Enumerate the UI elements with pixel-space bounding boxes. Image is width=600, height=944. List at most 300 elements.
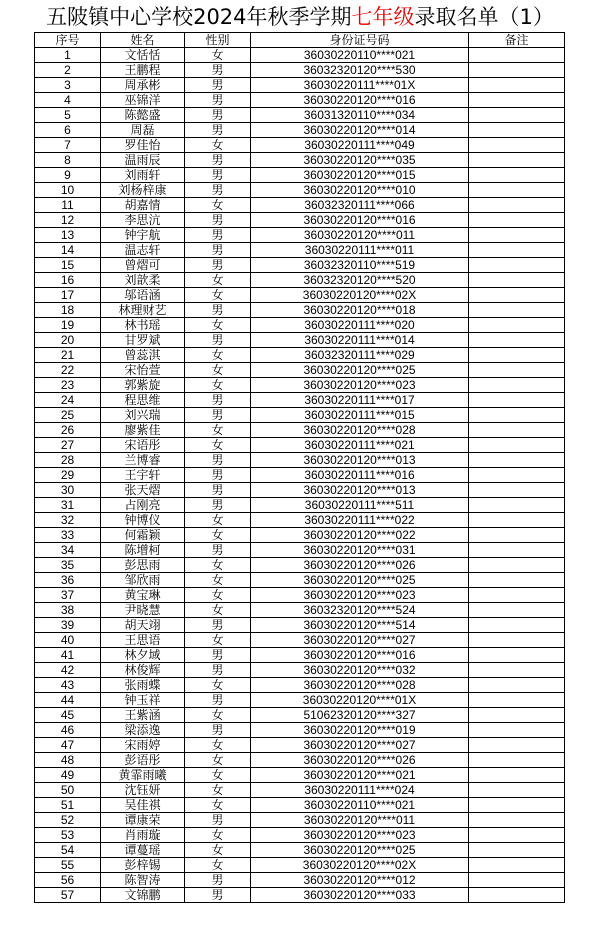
title-prefix: 五陂镇中心学校2024年秋季学期	[46, 5, 352, 29]
cell-gender: 女	[185, 528, 251, 543]
cell-note	[469, 63, 565, 78]
cell-id-number: 36030220111****020	[251, 318, 469, 333]
table-row	[35, 438, 565, 453]
cell-note	[469, 318, 565, 333]
cell-id-number: 36030220120****025	[251, 843, 469, 858]
cell-id-number: 36030220111****011	[251, 243, 469, 258]
cell-seq: 23	[35, 378, 101, 393]
cell-name: 程思维	[101, 393, 185, 408]
cell-gender: 男	[185, 258, 251, 273]
header-gender: 性别	[185, 33, 251, 48]
cell-name: 陈智涛	[101, 873, 185, 888]
cell-note	[469, 543, 565, 558]
cell-name: 谭康荣	[101, 813, 185, 828]
cell-name: 陈增柯	[101, 543, 185, 558]
cell-name: 宋怡萱	[101, 363, 185, 378]
table-row	[35, 513, 565, 528]
cell-note	[469, 453, 565, 468]
cell-id-number: 36030220120****014	[251, 123, 469, 138]
cell-seq: 26	[35, 423, 101, 438]
cell-seq: 20	[35, 333, 101, 348]
cell-note	[469, 78, 565, 93]
cell-seq: 3	[35, 78, 101, 93]
cell-id-number: 36030220111****021	[251, 438, 469, 453]
cell-name: 刘杨梓康	[101, 183, 185, 198]
cell-note	[469, 768, 565, 783]
cell-name: 何霜颖	[101, 528, 185, 543]
cell-gender: 女	[185, 438, 251, 453]
cell-seq: 17	[35, 288, 101, 303]
cell-gender: 女	[185, 363, 251, 378]
cell-note	[469, 93, 565, 108]
cell-seq: 56	[35, 873, 101, 888]
cell-seq: 44	[35, 693, 101, 708]
cell-note	[469, 198, 565, 213]
table-row	[35, 633, 565, 648]
table-row	[35, 678, 565, 693]
cell-id-number: 36032320110****519	[251, 258, 469, 273]
cell-seq: 55	[35, 858, 101, 873]
cell-name: 王思语	[101, 633, 185, 648]
table-row	[35, 228, 565, 243]
cell-id-number: 36030220111****014	[251, 333, 469, 348]
table-row	[35, 873, 565, 888]
cell-name: 陈懿盛	[101, 108, 185, 123]
cell-name: 钟玉祥	[101, 693, 185, 708]
cell-note	[469, 273, 565, 288]
cell-id-number: 36030220120****026	[251, 558, 469, 573]
cell-id-number: 36030220120****026	[251, 753, 469, 768]
cell-gender: 男	[185, 243, 251, 258]
cell-note	[469, 498, 565, 513]
table-body	[35, 48, 565, 903]
cell-name: 温雨辰	[101, 153, 185, 168]
cell-seq: 38	[35, 603, 101, 618]
cell-gender: 女	[185, 513, 251, 528]
cell-seq: 42	[35, 663, 101, 678]
cell-gender: 女	[185, 708, 251, 723]
cell-note	[469, 633, 565, 648]
cell-note	[469, 48, 565, 63]
cell-gender: 女	[185, 798, 251, 813]
cell-gender: 男	[185, 183, 251, 198]
cell-id-number: 36030220120****028	[251, 678, 469, 693]
cell-note	[469, 348, 565, 363]
table-row	[35, 63, 565, 78]
title-grade-highlight: 七年级	[351, 5, 415, 29]
cell-id-number: 36030220120****023	[251, 828, 469, 843]
cell-gender: 女	[185, 198, 251, 213]
cell-note	[469, 828, 565, 843]
cell-name: 彭梓锡	[101, 858, 185, 873]
table-row	[35, 303, 565, 318]
table-row	[35, 498, 565, 513]
cell-seq: 16	[35, 273, 101, 288]
table-row	[35, 453, 565, 468]
cell-gender: 男	[185, 63, 251, 78]
cell-id-number: 36032320111****029	[251, 348, 469, 363]
cell-name: 罗佳怡	[101, 138, 185, 153]
cell-seq: 40	[35, 633, 101, 648]
table-row	[35, 348, 565, 363]
cell-name: 温志轩	[101, 243, 185, 258]
table-row	[35, 543, 565, 558]
cell-gender: 男	[185, 123, 251, 138]
cell-id-number: 36030220120****012	[251, 873, 469, 888]
cell-id-number: 36030220120****013	[251, 453, 469, 468]
cell-id-number: 36030220120****015	[251, 168, 469, 183]
cell-id-number: 36030220120****514	[251, 618, 469, 633]
cell-name: 李思沆	[101, 213, 185, 228]
table-row	[35, 708, 565, 723]
cell-id-number: 36030220120****027	[251, 738, 469, 753]
cell-name: 林理财艺	[101, 303, 185, 318]
cell-note	[469, 603, 565, 618]
cell-gender: 女	[185, 768, 251, 783]
cell-gender: 女	[185, 843, 251, 858]
cell-name: 黄宝琳	[101, 588, 185, 603]
cell-id-number: 36030220111****01X	[251, 78, 469, 93]
cell-name: 曾熠可	[101, 258, 185, 273]
cell-gender: 女	[185, 828, 251, 843]
cell-seq: 52	[35, 813, 101, 828]
table-row	[35, 78, 565, 93]
cell-note	[469, 708, 565, 723]
cell-seq: 47	[35, 738, 101, 753]
cell-note	[469, 393, 565, 408]
cell-gender: 男	[185, 303, 251, 318]
table-row	[35, 528, 565, 543]
cell-gender: 女	[185, 558, 251, 573]
cell-seq: 5	[35, 108, 101, 123]
table-row	[35, 333, 565, 348]
cell-note	[469, 258, 565, 273]
table-row	[35, 738, 565, 753]
cell-gender: 女	[185, 783, 251, 798]
header-note: 备注	[469, 33, 565, 48]
cell-seq: 6	[35, 123, 101, 138]
table-row	[35, 723, 565, 738]
cell-name: 钟宇航	[101, 228, 185, 243]
table-row	[35, 483, 565, 498]
cell-id-number: 36030220120****025	[251, 573, 469, 588]
cell-seq: 31	[35, 498, 101, 513]
cell-seq: 28	[35, 453, 101, 468]
table-row	[35, 213, 565, 228]
cell-seq: 12	[35, 213, 101, 228]
table-header-row	[35, 33, 565, 48]
table-row	[35, 618, 565, 633]
cell-gender: 男	[185, 483, 251, 498]
cell-name: 邬语涵	[101, 288, 185, 303]
cell-name: 刘歆柔	[101, 273, 185, 288]
cell-note	[469, 528, 565, 543]
cell-seq: 41	[35, 648, 101, 663]
table-row	[35, 693, 565, 708]
table-row	[35, 93, 565, 108]
cell-id-number: 36030220111****022	[251, 513, 469, 528]
table-row	[35, 318, 565, 333]
table-row	[35, 768, 565, 783]
cell-note	[469, 363, 565, 378]
cell-note	[469, 378, 565, 393]
cell-gender: 女	[185, 348, 251, 363]
cell-gender: 女	[185, 138, 251, 153]
cell-note	[469, 843, 565, 858]
cell-gender: 女	[185, 423, 251, 438]
cell-name: 彭语彤	[101, 753, 185, 768]
cell-note	[469, 873, 565, 888]
cell-note	[469, 243, 565, 258]
cell-gender: 女	[185, 753, 251, 768]
cell-note	[469, 408, 565, 423]
cell-gender: 男	[185, 213, 251, 228]
cell-gender: 男	[185, 168, 251, 183]
cell-id-number: 36030220111****016	[251, 468, 469, 483]
table-row	[35, 408, 565, 423]
cell-note	[469, 753, 565, 768]
cell-seq: 48	[35, 753, 101, 768]
cell-seq: 50	[35, 783, 101, 798]
cell-gender: 男	[185, 78, 251, 93]
cell-name: 林俊辉	[101, 663, 185, 678]
cell-name: 谭蔓瑶	[101, 843, 185, 858]
admission-table	[34, 32, 565, 903]
cell-seq: 46	[35, 723, 101, 738]
cell-seq: 11	[35, 198, 101, 213]
table-row	[35, 828, 565, 843]
table-row	[35, 468, 565, 483]
cell-gender: 男	[185, 618, 251, 633]
cell-id-number: 51062320120****327	[251, 708, 469, 723]
cell-name: 尹晓慧	[101, 603, 185, 618]
cell-id-number: 36030220120****016	[251, 648, 469, 663]
cell-note	[469, 153, 565, 168]
table-row	[35, 198, 565, 213]
cell-seq: 27	[35, 438, 101, 453]
cell-gender: 男	[185, 408, 251, 423]
cell-note	[469, 588, 565, 603]
cell-seq: 51	[35, 798, 101, 813]
table-row	[35, 183, 565, 198]
cell-name: 曾蕊淇	[101, 348, 185, 363]
cell-id-number: 36030220111****049	[251, 138, 469, 153]
cell-seq: 1	[35, 48, 101, 63]
cell-name: 文锦鹏	[101, 888, 185, 903]
cell-seq: 57	[35, 888, 101, 903]
cell-note	[469, 738, 565, 753]
cell-id-number: 36030220120****021	[251, 768, 469, 783]
cell-seq: 32	[35, 513, 101, 528]
cell-seq: 30	[35, 483, 101, 498]
cell-id-number: 36030220120****025	[251, 363, 469, 378]
cell-id-number: 36032320120****524	[251, 603, 469, 618]
cell-note	[469, 723, 565, 738]
header-id: 身份证号码	[251, 33, 469, 48]
cell-name: 林夕域	[101, 648, 185, 663]
cell-gender: 男	[185, 228, 251, 243]
table-row	[35, 288, 565, 303]
cell-seq: 25	[35, 408, 101, 423]
cell-id-number: 36030220120****032	[251, 663, 469, 678]
cell-gender: 女	[185, 603, 251, 618]
cell-gender: 女	[185, 48, 251, 63]
cell-seq: 19	[35, 318, 101, 333]
cell-name: 张雨蝶	[101, 678, 185, 693]
cell-note	[469, 573, 565, 588]
cell-id-number: 36030220120****031	[251, 543, 469, 558]
cell-note	[469, 333, 565, 348]
cell-seq: 18	[35, 303, 101, 318]
cell-note	[469, 648, 565, 663]
cell-gender: 男	[185, 333, 251, 348]
cell-note	[469, 123, 565, 138]
cell-name: 甘罗斌	[101, 333, 185, 348]
cell-note	[469, 213, 565, 228]
cell-seq: 10	[35, 183, 101, 198]
cell-id-number: 36030220120****01X	[251, 693, 469, 708]
cell-note	[469, 468, 565, 483]
cell-name: 廖紫佳	[101, 423, 185, 438]
cell-note	[469, 303, 565, 318]
table-row	[35, 48, 565, 63]
cell-seq: 29	[35, 468, 101, 483]
cell-note	[469, 678, 565, 693]
cell-gender: 女	[185, 378, 251, 393]
cell-seq: 7	[35, 138, 101, 153]
cell-name: 王宇轩	[101, 468, 185, 483]
cell-seq: 39	[35, 618, 101, 633]
table-row	[35, 813, 565, 828]
cell-seq: 4	[35, 93, 101, 108]
cell-seq: 8	[35, 153, 101, 168]
cell-seq: 15	[35, 258, 101, 273]
table-row	[35, 888, 565, 903]
cell-id-number: 36030220120****018	[251, 303, 469, 318]
cell-gender: 男	[185, 453, 251, 468]
cell-gender: 女	[185, 858, 251, 873]
cell-gender: 男	[185, 648, 251, 663]
table-row	[35, 783, 565, 798]
cell-id-number: 36030220111****024	[251, 783, 469, 798]
cell-name: 邹欣雨	[101, 573, 185, 588]
cell-note	[469, 288, 565, 303]
cell-id-number: 36030220120****023	[251, 588, 469, 603]
cell-name: 兰博睿	[101, 453, 185, 468]
cell-name: 胡嘉情	[101, 198, 185, 213]
cell-seq: 37	[35, 588, 101, 603]
title-suffix: 录取名单（1）	[414, 5, 554, 29]
cell-id-number: 36030220120****013	[251, 483, 469, 498]
cell-gender: 男	[185, 153, 251, 168]
table-row	[35, 573, 565, 588]
cell-note	[469, 483, 565, 498]
cell-seq: 49	[35, 768, 101, 783]
cell-name: 林书瑶	[101, 318, 185, 333]
cell-gender: 女	[185, 273, 251, 288]
cell-gender: 男	[185, 543, 251, 558]
cell-id-number: 36030220120****016	[251, 93, 469, 108]
table-row	[35, 858, 565, 873]
cell-note	[469, 798, 565, 813]
cell-note	[469, 783, 565, 798]
cell-gender: 女	[185, 288, 251, 303]
cell-id-number: 36030220120****035	[251, 153, 469, 168]
cell-id-number: 36030220120****016	[251, 213, 469, 228]
cell-id-number: 36030220120****02X	[251, 858, 469, 873]
cell-id-number: 36030220120****023	[251, 378, 469, 393]
cell-note	[469, 693, 565, 708]
table-row	[35, 663, 565, 678]
cell-note	[469, 558, 565, 573]
table-row	[35, 273, 565, 288]
cell-name: 胡天翊	[101, 618, 185, 633]
cell-gender: 男	[185, 498, 251, 513]
cell-name: 周承彬	[101, 78, 185, 93]
cell-seq: 24	[35, 393, 101, 408]
cell-id-number: 36031320110****034	[251, 108, 469, 123]
cell-name: 吴佳祺	[101, 798, 185, 813]
cell-id-number: 36030220120****02X	[251, 288, 469, 303]
cell-name: 刘雨轩	[101, 168, 185, 183]
cell-name: 宋雨婷	[101, 738, 185, 753]
cell-name: 肖雨璇	[101, 828, 185, 843]
cell-name: 张天熠	[101, 483, 185, 498]
cell-id-number: 36030220110****021	[251, 48, 469, 63]
cell-seq: 34	[35, 543, 101, 558]
table-row	[35, 378, 565, 393]
cell-id-number: 36030220120****010	[251, 183, 469, 198]
cell-seq: 13	[35, 228, 101, 243]
cell-note	[469, 168, 565, 183]
cell-note	[469, 228, 565, 243]
cell-seq: 21	[35, 348, 101, 363]
table-row	[35, 123, 565, 138]
cell-name: 周磊	[101, 123, 185, 138]
table-row	[35, 393, 565, 408]
cell-id-number: 36032320120****530	[251, 63, 469, 78]
cell-note	[469, 888, 565, 903]
cell-name: 刘兴瑞	[101, 408, 185, 423]
page-title	[0, 4, 600, 30]
table-row	[35, 243, 565, 258]
cell-seq: 2	[35, 63, 101, 78]
cell-seq: 9	[35, 168, 101, 183]
cell-id-number: 36030220120****022	[251, 528, 469, 543]
cell-gender: 男	[185, 813, 251, 828]
cell-gender: 男	[185, 108, 251, 123]
cell-seq: 35	[35, 558, 101, 573]
cell-gender: 男	[185, 393, 251, 408]
cell-gender: 女	[185, 678, 251, 693]
cell-seq: 43	[35, 678, 101, 693]
cell-name: 梁添逸	[101, 723, 185, 738]
cell-gender: 女	[185, 573, 251, 588]
cell-name: 郭紫旋	[101, 378, 185, 393]
cell-name: 黄霏雨曦	[101, 768, 185, 783]
cell-note	[469, 138, 565, 153]
cell-note	[469, 813, 565, 828]
cell-note	[469, 438, 565, 453]
cell-id-number: 36030220120****019	[251, 723, 469, 738]
table-row	[35, 363, 565, 378]
table-row	[35, 798, 565, 813]
cell-id-number: 36030220120****011	[251, 813, 469, 828]
table-row	[35, 153, 565, 168]
cell-note	[469, 858, 565, 873]
cell-gender: 男	[185, 873, 251, 888]
cell-gender: 女	[185, 738, 251, 753]
